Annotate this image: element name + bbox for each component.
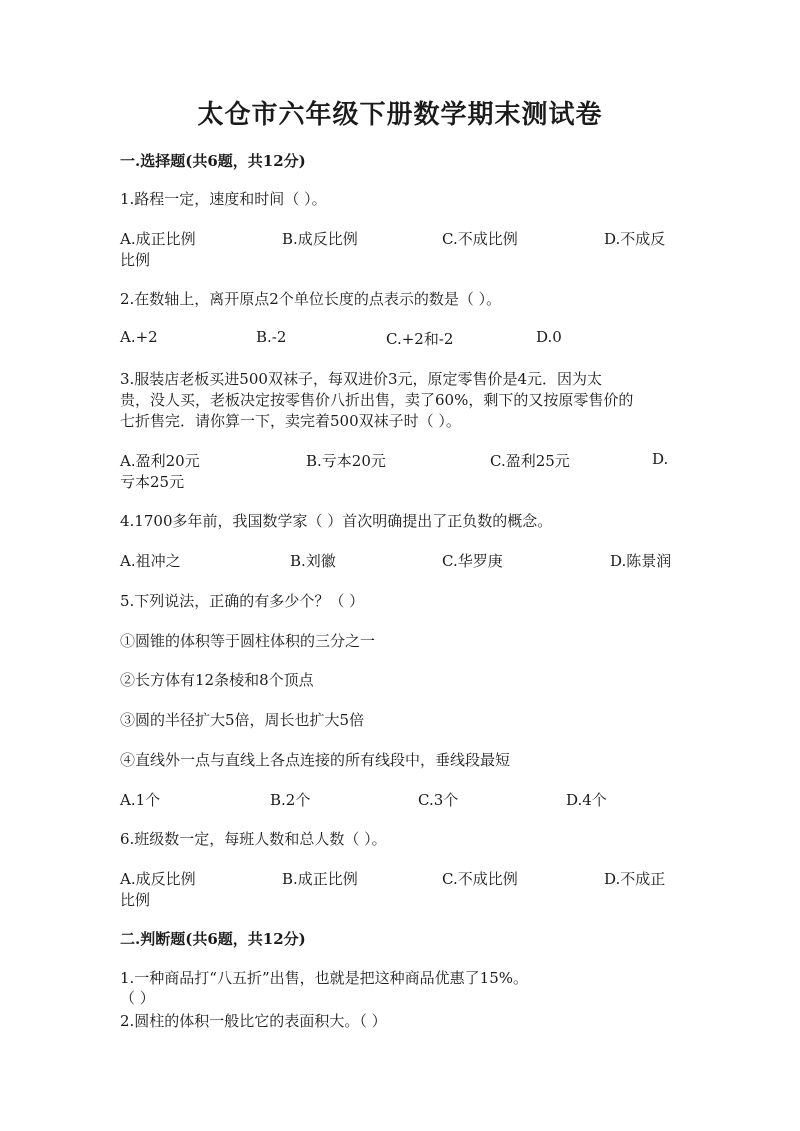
question-1-stem: 1.路程一定，速度和时间（ ）。: [120, 190, 327, 208]
question-6-stem: 6.班级数一定，每班人数和总人数（ ）。: [120, 830, 387, 848]
question-6-option-a: A.成反比例: [120, 870, 196, 888]
question-5-statement-1: ①圆锥的体积等于圆柱体积的三分之一: [120, 632, 376, 650]
question-6-option-d: D.不成正: [604, 870, 666, 888]
question-2-option-b: B.-2: [256, 328, 287, 346]
question-1-option-d: D.不成反: [604, 230, 666, 248]
question-1-option-a: A.成正比例: [120, 230, 196, 248]
question-4-option-b: B.刘徽: [290, 552, 336, 570]
question-5-statement-4: ④直线外一点与直线上各点连接的所有线段中，垂线段最短: [120, 751, 511, 769]
question-4-option-d: D.陈景润: [610, 552, 672, 570]
question-1-option-d-wrap: 比例: [120, 251, 151, 269]
question-3-line-2: 贵，没人买，老板决定按零售价八折出售，卖了60%，剩下的又按原零售价的: [120, 391, 634, 409]
question-5-option-a: A.1个: [120, 791, 161, 809]
question-5-statement-3: ③圆的半径扩大5倍，周长也扩大5倍: [120, 711, 365, 729]
question-4-stem: 4.1700多年前，我国数学家（ ）首次明确提出了正负数的概念。: [120, 512, 553, 530]
section-heading-choice: 一.选择题(共6题，共12分): [120, 152, 306, 170]
question-4-option-c: C.华罗庚: [442, 552, 503, 570]
question-5-option-b: B.2个: [270, 791, 311, 809]
question-5-stem: 5.下列说法，正确的有多少个？（ ）: [120, 592, 365, 610]
section-heading-judgement: 二.判断题(共6题，共12分): [120, 930, 306, 948]
question-1-option-c: C.不成比例: [442, 230, 518, 248]
question-2-option-c: C.+2和-2: [386, 330, 454, 348]
question-2-stem: 2.在数轴上，离开原点2个单位长度的点表示的数是（ ）。: [120, 290, 502, 308]
question-3-option-d-wrap: 亏本25元: [120, 473, 185, 491]
judgement-1-stem: 1.一种商品打“八五折”出售，也就是把这种商品优惠了15%。: [120, 969, 528, 987]
question-5-option-c: C.3个: [418, 791, 459, 809]
question-3-option-d: D.: [652, 450, 669, 468]
judgement-1-answer-bracket: （ ）: [120, 989, 155, 1007]
judgement-2-stem: 2.圆柱的体积一般比它的表面积大。（ ）: [120, 1012, 387, 1030]
question-6-option-c: C.不成比例: [442, 870, 518, 888]
question-3-option-a: A.盈利20元: [120, 452, 200, 470]
page-title: 太仓市六年级下册数学期末测试卷: [197, 100, 603, 130]
question-1-option-b: B.成反比例: [282, 230, 358, 248]
question-5-statement-2: ②长方体有12条棱和8个顶点: [120, 671, 314, 689]
question-3-line-1: 3.服装店老板买进500双袜子，每双进价3元，原定零售价是4元．因为太: [120, 370, 603, 388]
question-4-option-a: A.祖冲之: [120, 552, 181, 570]
question-3-line-3: 七折售完．请你算一下，卖完着500双袜子时（ ）。: [120, 412, 461, 430]
question-5-option-d: D.4个: [566, 791, 607, 809]
question-2-option-a: A.+2: [120, 328, 158, 346]
question-3-option-c: C.盈利25元: [490, 452, 570, 470]
question-2-option-d: D.0: [536, 328, 562, 346]
question-6-option-d-wrap: 比例: [120, 891, 151, 909]
question-3-option-b: B.亏本20元: [306, 452, 386, 470]
question-6-option-b: B.成正比例: [282, 870, 358, 888]
